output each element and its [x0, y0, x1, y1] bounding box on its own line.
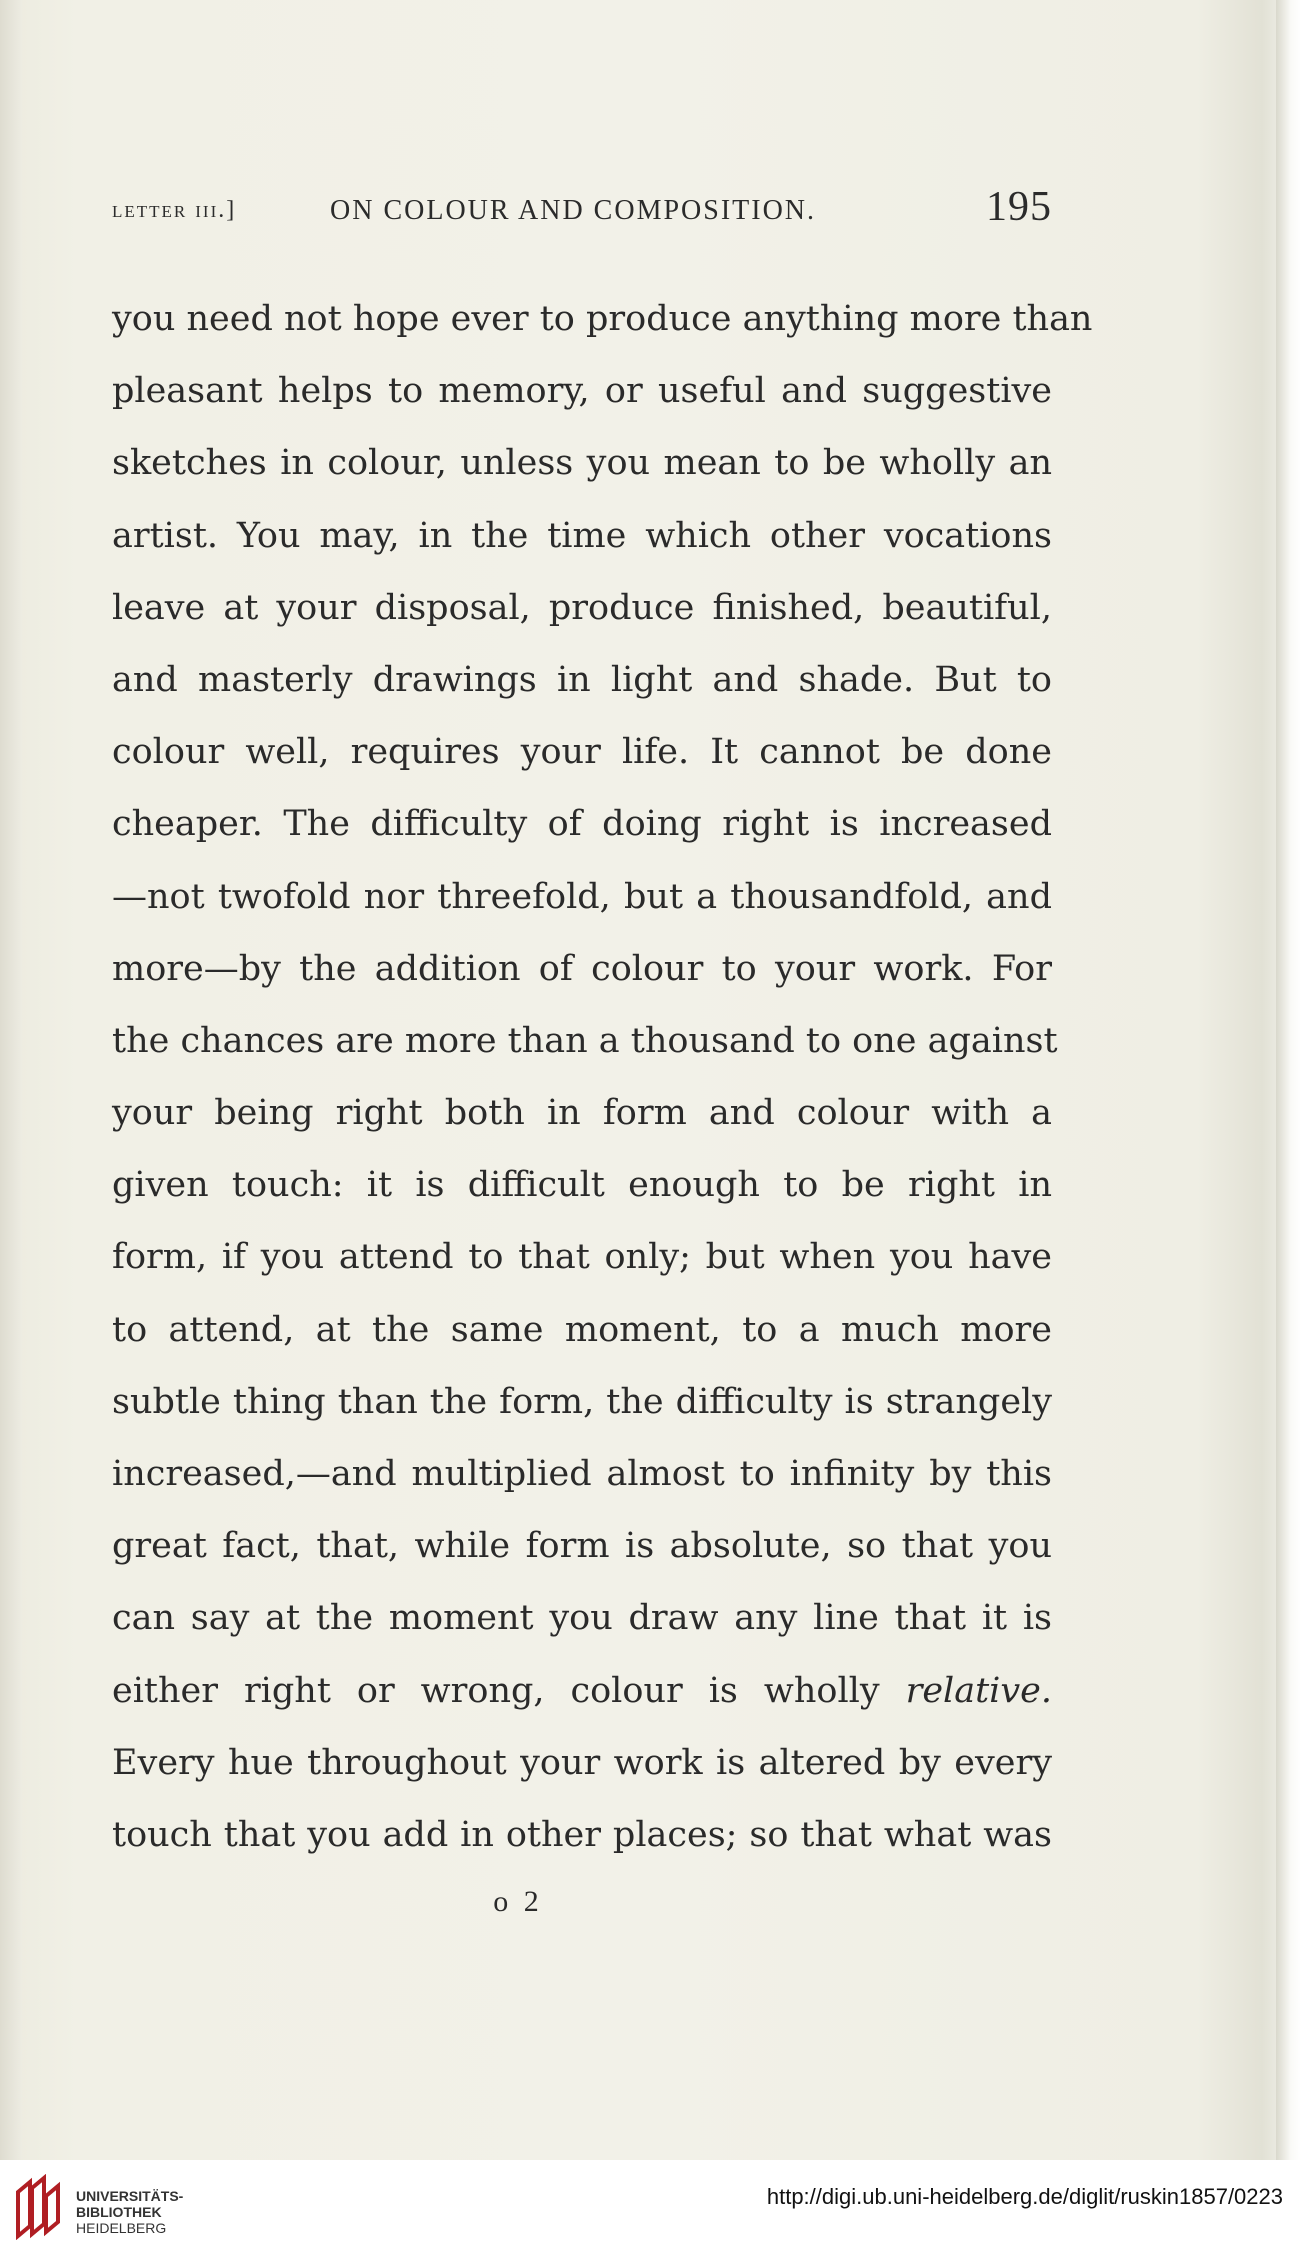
library-name-line3: HEIDELBERG	[76, 2220, 167, 2236]
library-name-line1: UNIVERSITÄTS-	[76, 2188, 184, 2204]
text-line: —not twofold nor threefold, but a thousandfold, and	[112, 876, 1052, 917]
text-line: pleasant helps to memory, or useful and suggestive	[112, 371, 1052, 412]
body-text	[112, 283, 1093, 1871]
text-line: great fact, that, while form is absolute, so that you	[112, 1526, 1052, 1567]
text-line: you need not hope ever to produce anything more than	[112, 299, 1093, 339]
italic-word: relative.	[905, 1670, 1052, 1711]
text-line: leave at your disposal, produce finished, beautiful,	[112, 587, 1052, 628]
text-line: cheaper. The difficulty of doing right is increased	[112, 804, 1052, 845]
text-line: given touch: it is difficult enough to be right in	[112, 1165, 1052, 1206]
page-number: 195	[986, 184, 1052, 230]
text-line: increased,—and multiplied almost to infinity by this	[112, 1454, 1052, 1494]
library-name-line2: BIBLIOTHEK	[76, 2204, 162, 2220]
text-line: sketches in colour, unless you mean to be wholly an	[112, 443, 1052, 484]
text-line: your being right both in form and colour with a	[112, 1093, 1052, 1134]
text-line-with-italic	[112, 1655, 1052, 1727]
text-line: the chances are more than a thousand to one against	[112, 1020, 1058, 1061]
page-left-edge	[0, 0, 22, 2160]
text-line: Every hue throughout your work is altered by every	[112, 1742, 1052, 1783]
footer-bar	[0, 2160, 1301, 2255]
library-name	[76, 2188, 183, 2236]
running-head	[112, 183, 1052, 233]
text-segment: either right or wrong, colour is wholly	[112, 1670, 880, 1711]
signature-mark: o 2	[493, 1885, 543, 1918]
page-right-edge	[1276, 0, 1301, 2160]
text-line: touch that you add in other places; so that what was	[112, 1814, 1052, 1855]
text-line: can say at the moment you draw any line that it is	[112, 1598, 1052, 1639]
source-url-link[interactable]: http://digi.ub.uni-heidelberg.de/diglit/ruskin1857/0223	[766, 2184, 1283, 2209]
text-line: colour well, requires your life. It cannot be done	[112, 732, 1052, 773]
text-line: more—by the addition of colour to your work. For	[112, 948, 1052, 989]
text-line: and masterly drawings in light and shade. But to	[112, 659, 1052, 700]
text-line: subtle thing than the form, the difficulty is strangely	[112, 1381, 1052, 1422]
text-line: form, if you attend to that only; but when you have	[112, 1237, 1052, 1278]
text-line: to attend, at the same moment, to a much more	[112, 1309, 1052, 1350]
text-line: artist. You may, in the time which other vocations	[112, 515, 1052, 556]
running-head-letter: letter iii.]	[112, 197, 237, 223]
running-head-title: ON COLOUR AND COMPOSITION.	[330, 195, 817, 226]
library-logo-icon	[14, 2174, 66, 2240]
